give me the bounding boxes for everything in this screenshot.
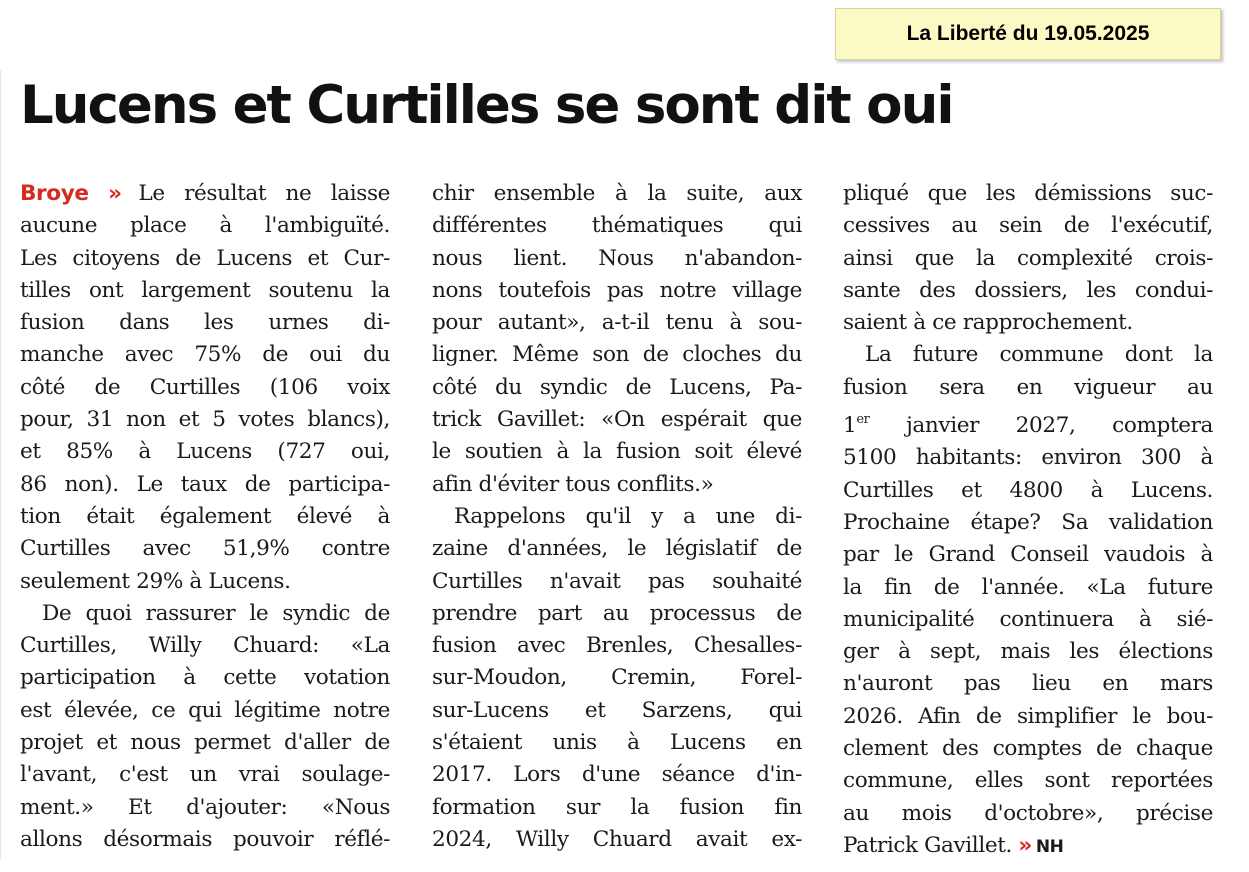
text-line: par le Grand Conseil vaudois à (843, 542, 1213, 568)
text-line: La future commune dont la (865, 342, 1213, 368)
text-line: sur-Moudon, Cremin, Forel- (432, 665, 802, 691)
ordinal-superscript: er (856, 412, 870, 428)
text-line: 86 non). Le taux de participa- (20, 471, 390, 497)
paragraph (432, 178, 802, 501)
text-line: s'étaient unis à Lucens en (432, 730, 802, 756)
text-line: fusion sera en vigueur au (843, 374, 1213, 400)
left-column-rule (0, 70, 1, 860)
paragraph (432, 501, 802, 856)
text-line: Patrick Gavillet. » NH (843, 832, 1064, 858)
text-line: seulement 29% à Lucens. (20, 568, 291, 594)
paragraph (843, 339, 1213, 863)
text-line: ainsi que la complexité crois- (843, 245, 1213, 271)
end-chevron-icon: » (1018, 832, 1030, 858)
text-line: ment.» Et d'ajouter: «Nous (20, 794, 390, 820)
text-line: fusion avec Brenles, Chesalles- (432, 633, 802, 659)
paragraph (843, 178, 1213, 339)
text-line: allons désormais pouvoir réflé- (20, 826, 390, 852)
text-line: ger à sept, mais les élections (843, 639, 1213, 665)
text-line: zaine d'années, le législatif de (432, 536, 802, 562)
text-line: aucune place à l'ambiguïté. (20, 213, 390, 239)
text-line: Curtilles n'avait pas souhaité (432, 568, 802, 594)
text-line: tion était également élevé à (20, 503, 390, 529)
text-line: manche avec 75% de oui du (20, 342, 390, 368)
text-line: sante des dossiers, les condui- (843, 277, 1213, 303)
text-line: côté de Curtilles (106 voix (20, 374, 390, 400)
text-line: formation sur la fusion fin (432, 794, 802, 820)
text-line: Prochaine étape? Sa validation (843, 509, 1213, 535)
text-line: tilles ont largement soutenu la (20, 277, 390, 303)
text-line: clement des comptes de chaque (843, 736, 1213, 762)
text-line: Rappelons qu'il y a une di- (454, 503, 802, 529)
text-line: commune, elles sont reportées (843, 768, 1213, 794)
text-line: nons toutefois pas notre village (432, 277, 802, 303)
text-line: De quoi rassurer le syndic de (42, 600, 390, 626)
text-line: fusion dans les urnes di- (20, 310, 390, 336)
article-column-2 (432, 178, 802, 856)
text-line: 2024, Willy Chuard avait ex- (432, 826, 802, 852)
text-line: nous lient. Nous n'abandon- (432, 245, 802, 271)
text-line: côté du syndic de Lucens, Pa- (432, 374, 802, 400)
article-column-1 (20, 178, 390, 856)
text-line: 1er janvier 2027, comptera (843, 412, 1213, 439)
text-line: 2026. Afin de simplifier le bou- (843, 703, 1213, 729)
text-line: est élevée, ce qui légitime notre (20, 697, 390, 723)
article-column-3 (843, 178, 1213, 863)
article-headline: Lucens et Curtilles se sont dit oui (20, 75, 953, 136)
text-line: municipalité continuera à sié- (843, 606, 1213, 632)
text-line: Curtilles et 4800 à Lucens. (843, 477, 1213, 503)
text-line: trick Gavillet: «On espérait que (432, 407, 802, 433)
text-line: sur-Lucens et Sarzens, qui (432, 697, 802, 723)
text-line: pour, 31 non et 5 votes blancs), (20, 407, 390, 433)
text-line: au mois d'octobre», précise (843, 800, 1213, 826)
text-line: ligner. Même son de cloches du (432, 342, 802, 368)
text-line: prendre part au processus de (432, 600, 802, 626)
text-line: projet et nous permet d'aller de (20, 730, 390, 756)
text-line: Curtilles, Willy Chuard: «La (20, 633, 390, 659)
text-line: Curtilles avec 51,9% contre (20, 536, 390, 562)
text-line: n'auront pas lieu en mars (843, 671, 1213, 697)
kicker-label: Broye (20, 181, 89, 206)
source-badge: La Liberté du 19.05.2025 (835, 8, 1221, 60)
text-line: participation à cette votation (20, 665, 390, 691)
text-line: saient à ce rapprochement. (843, 310, 1133, 336)
paragraph (20, 178, 390, 598)
text-line: 5100 habitants: environ 300 à (843, 445, 1213, 471)
text-line: et 85% à Lucens (727 oui, (20, 439, 390, 465)
text-line: le soutien à la fusion soit élevé (432, 439, 802, 465)
text-line: chir ensemble à la suite, aux (432, 181, 802, 206)
kicker-chevron-icon: » (108, 181, 120, 206)
paragraph (20, 598, 390, 856)
text-line: différentes thématiques qui (432, 213, 802, 239)
text-line: 2017. Lors d'une séance d'in- (432, 762, 802, 788)
text-line: Broye » Le résultat ne laisse (20, 181, 391, 206)
text-line: l'avant, c'est un vrai soulage- (20, 762, 390, 788)
text-line: la fin de l'année. «La future (843, 574, 1213, 600)
text-line: cessives au sein de l'exécutif, (843, 213, 1213, 239)
author-initials: NH (1035, 836, 1064, 857)
text-line: pliqué que les démissions suc- (843, 181, 1213, 206)
text-line: pour autant», a-t-il tenu à sou- (432, 310, 802, 336)
text-line: Les citoyens de Lucens et Cur- (20, 245, 390, 271)
text-line: afin d'éviter tous conflits.» (432, 471, 714, 497)
